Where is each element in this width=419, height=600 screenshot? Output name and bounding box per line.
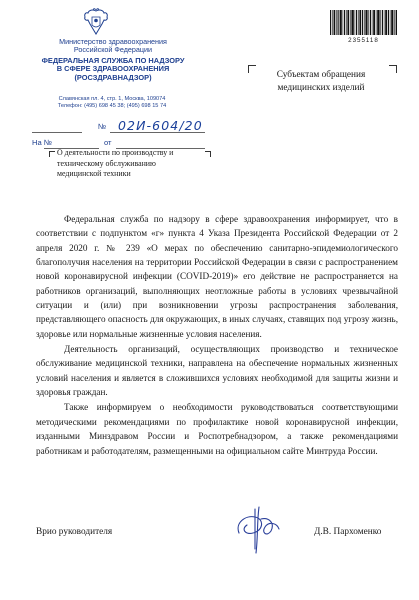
subject-corner-right bbox=[205, 151, 211, 157]
signatory-name: Д.В. Пархоменко bbox=[314, 527, 382, 537]
date-underline bbox=[32, 132, 82, 133]
letter-subject: О деятельности по производству и техническому обслуживанию медицинской техники bbox=[57, 148, 174, 178]
body-paragraph-1: Федеральная служба по надзору в сфере здравоохранения информирует, что в соответствии с подпунктом «г» пункта 4 Указа Президента Российской Федерации от 2 апреля 2020 г. № 239 «О мерах по обеспечению санитарно-эпидемиологического благополучия населения на территории Российской Федерации в связи с распространением новой коронавирусной инфекции (COVID-2019)» его действие не распространяется на работников организаций, выполняющих неотложные работы в условиях чрезвычайной ситуации и (или) при возникновении угрозы распространения заболевания, представляющего опасность для окружающих, в иных случаях, ставящих под угрозу жизнь, здоровье или нормальные жизненные условия населения. bbox=[36, 214, 398, 339]
recipient-block: Субъектам обращения медицинских изделий bbox=[276, 70, 366, 93]
handwritten-number: 02И-604/20 bbox=[118, 118, 203, 133]
handwritten-signature bbox=[225, 503, 285, 555]
coat-of-arms-icon bbox=[83, 8, 109, 36]
barcode-number: 2355118 bbox=[348, 37, 379, 44]
organization-header bbox=[28, 38, 198, 83]
subject-corner-left bbox=[49, 151, 55, 157]
letter-body bbox=[36, 212, 398, 458]
barcode-icon bbox=[330, 10, 397, 35]
body-paragraph-3: Также информируем о необходимости руководствоваться соответствующими методическими рекомендациями по профилактике новой коронавирусной инфекции, изданными Минздравом России и Роспотребнадзором, а также рекомендациями работникам и работодателям, размещенными на официальном сайте Минтруда России. bbox=[36, 402, 398, 456]
service-name: ФЕДЕРАЛЬНАЯ СЛУЖБА ПО НАДЗОРУ В СФЕРЕ ЗДРАВООХРАНЕНИЯ (РОСЗДРАВНАДЗОР) bbox=[41, 55, 185, 82]
recipient-corner-right bbox=[389, 65, 397, 73]
ministry-name: Министерство здравоохранения Российской Федерации bbox=[59, 37, 167, 55]
organization-address: Славянская пл. 4, стр. 1, Москва, 109074 Телефон: (495) 698 45 38; (495) 698 15 74 bbox=[57, 96, 167, 110]
reference-date-label: от bbox=[104, 138, 112, 147]
signatory-position: Врио руководителя bbox=[36, 527, 113, 537]
number-label: № bbox=[98, 122, 107, 131]
registration-line bbox=[32, 118, 203, 134]
body-paragraph-2: Деятельность организаций, осуществляющих производство и техническое обслуживание медицинской техники, направлена на обеспечение нормальных жизненных условий населения и является в сложившихся условиях необходимой для защиты жизни и здоровья граждан. bbox=[36, 344, 398, 398]
reference-number-label: На № bbox=[32, 138, 52, 147]
